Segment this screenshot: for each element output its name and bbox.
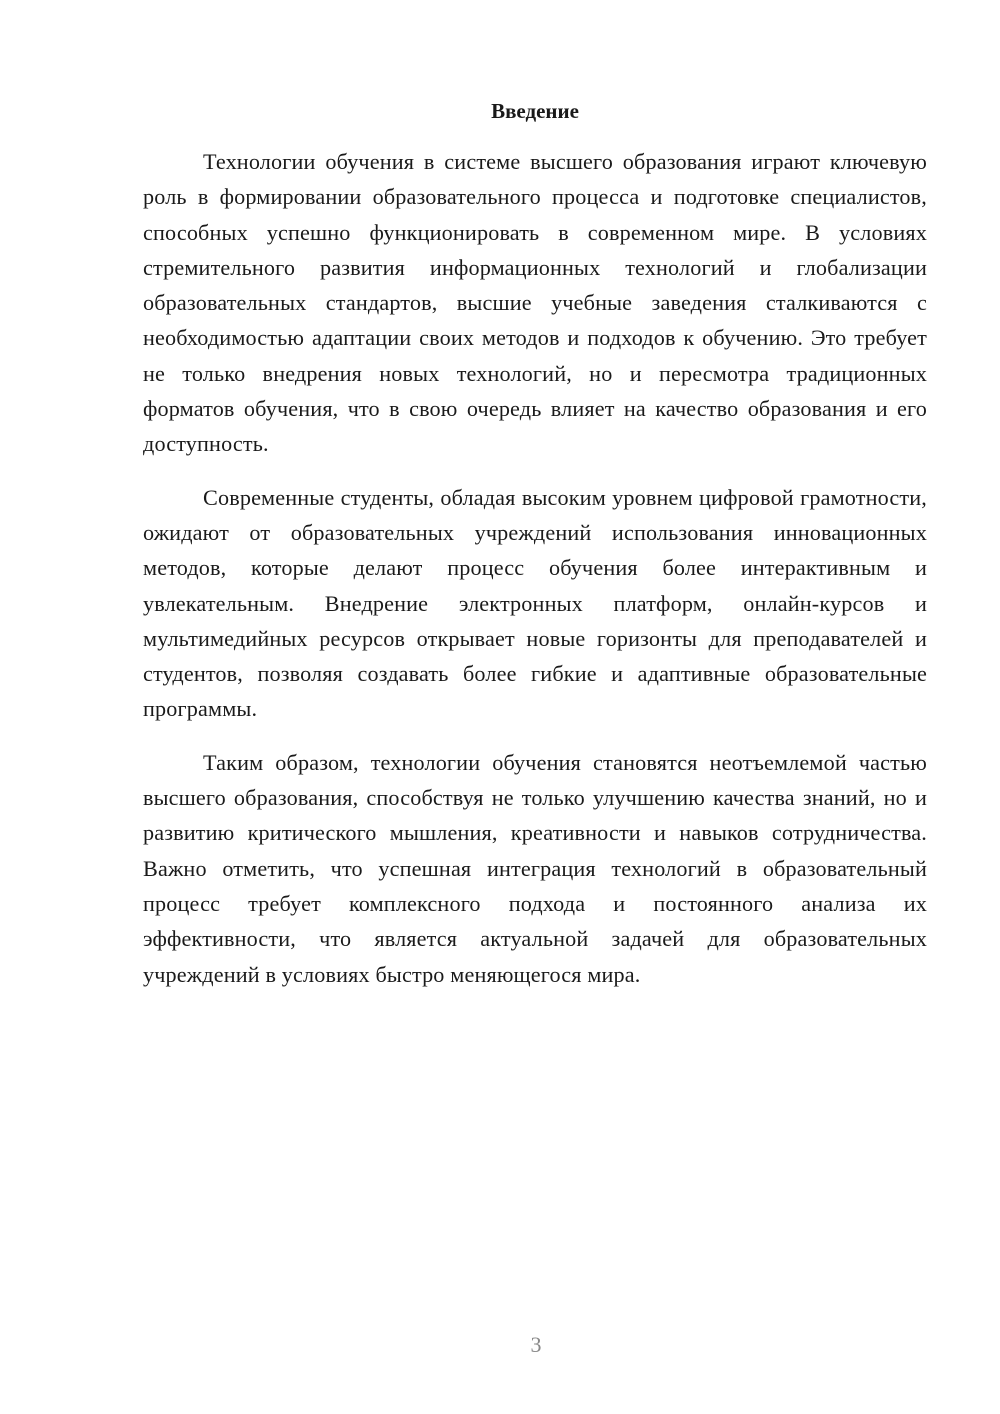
section-title: Введение	[491, 99, 579, 123]
paragraph-1: Технологии обучения в системе высшего образования играют ключевую роль в формировании образовательного процесса и подготовке специалистов, способных успешно функционировать в современном мире. В условиях стремительного развития информационных технологий и глобализации образовательных стандартов, высшие учебные заведения сталкиваются с необходимостью адаптации своих методов и подходов к обучению. Это требует не только внедрения новых технологий, но и пересмотра традиционных форматов обучения, что в свою очередь влияет на качество образования и его доступность.	[143, 149, 927, 457]
paragraph-2: Современные студенты, обладая высоким уровнем цифровой грамотности, ожидают от образовательных учреждений использования инновационных методов, которые делают процесс обучения более интерактивным и увлекательным. Внедрение электронных платформ, онлайн-курсов и мультимедийных ресурсов открывает новые горизонты для преподавателей и студентов, позволяя создавать более гибкие и адаптивные образовательные программы.	[143, 484, 927, 722]
paragraph-3: Таким образом, технологии обучения становятся неотъемлемой частью высшего образования, способствуя не только улучшению качества знаний, но и развитию критического мышления, креативности и навыков сотрудничества. Важно отметить, что успешная интеграция технологий в образовательный процесс требует комплексного подхода и постоянного анализа их эффективности, что является актуальной задачей для образовательных учреждений в условиях быстро меняющегося мира.	[143, 749, 927, 987]
page-number: 3	[530, 1332, 542, 1357]
page-content	[143, 96, 927, 1010]
